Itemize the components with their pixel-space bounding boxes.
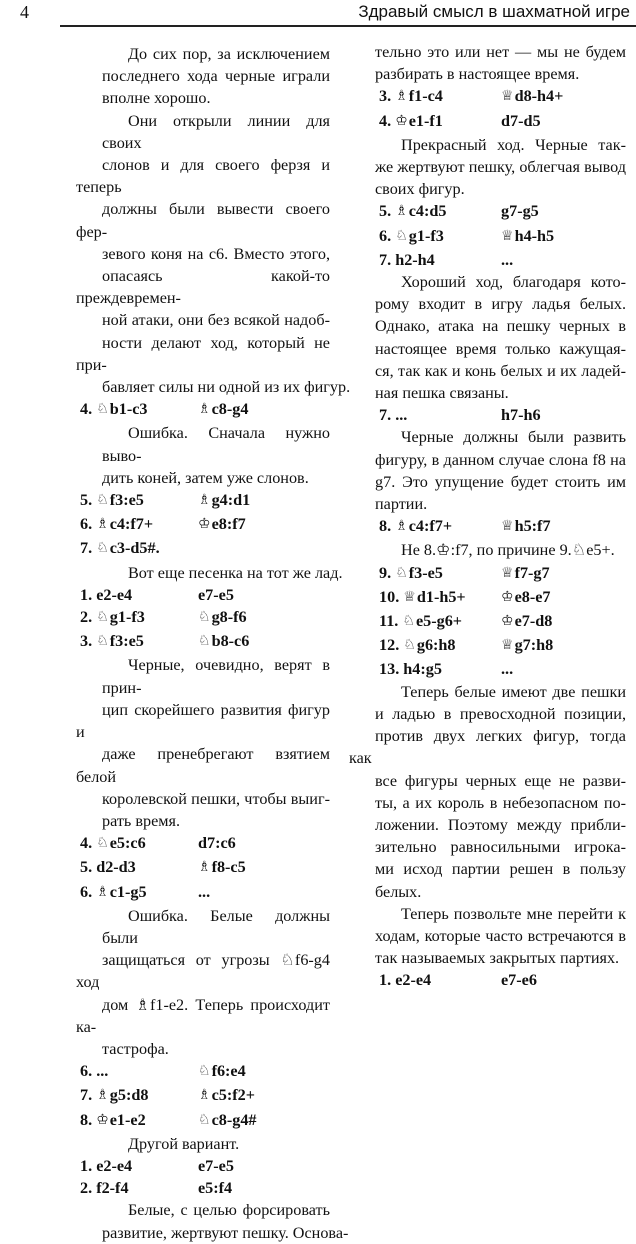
black-move (198, 398, 248, 422)
move-line (349, 610, 626, 634)
black-move-text: e7-e5 (198, 585, 234, 604)
text-line: ты, а их король в небезопасном по- (375, 793, 626, 812)
white-move-number: 5. d2-d3 (80, 858, 136, 877)
white-move-text: f3:e5 (109, 632, 144, 651)
white-move-text: e5:c6 (109, 834, 146, 853)
text-line: партии. (375, 495, 428, 514)
move-line (76, 630, 330, 654)
paragraph (76, 110, 351, 399)
white-move (379, 969, 501, 991)
white-piece-icon: ♘ (96, 634, 109, 650)
white-piece-icon: ♗ (395, 519, 408, 535)
white-move-number: 6. (80, 515, 97, 534)
white-move (80, 513, 198, 537)
black-piece-icon: ♕ (501, 228, 514, 244)
white-piece-icon: ♘ (96, 402, 109, 418)
black-move-text: e8-e7 (514, 587, 551, 606)
black-move (501, 515, 551, 539)
paragraph (349, 903, 626, 970)
white-move-number: 6. (379, 226, 396, 245)
black-move-text: d7-d5 (501, 111, 541, 130)
white-move (80, 832, 198, 856)
move-line (76, 398, 330, 422)
white-piece-icon: ♘ (96, 836, 109, 852)
white-piece-icon: ♘ (403, 638, 416, 654)
black-move-text: ... (501, 250, 514, 269)
black-move-text: e7-d8 (514, 612, 553, 631)
text-line: и ладью в превосходной позиции, (375, 704, 626, 723)
black-move (198, 513, 246, 537)
text-line: Теперь позвольте мне перейти к (401, 904, 626, 923)
white-move-text: g1-f3 (109, 608, 145, 627)
black-move-text: c8-g4 (211, 400, 249, 419)
black-move-text: g8-f6 (211, 608, 247, 627)
white-move-text: f1-c4 (408, 87, 443, 106)
black-move (198, 856, 246, 880)
white-move-number: 1. e2-e4 (379, 971, 432, 990)
move-line (76, 1109, 330, 1133)
text-line: фигуру, в данном случае слона f8 на (375, 450, 626, 469)
paragraph (349, 41, 626, 85)
black-move (501, 200, 539, 224)
black-piece-icon: ♕ (501, 565, 514, 581)
page-number: 4 (20, 2, 29, 22)
page-header (0, 0, 636, 26)
white-move-text: b1-c3 (109, 400, 148, 419)
move-line (76, 832, 330, 856)
move-line (76, 1177, 330, 1199)
move-line (349, 515, 626, 539)
white-move-number: 1. e2-e4 (80, 1156, 133, 1175)
paragraph (76, 562, 343, 584)
move-line (76, 489, 330, 513)
text-line: королевской пешки, чтобы выиг- (102, 789, 330, 808)
text-line: защищаться от угрозы ♘f6-g4 ход (76, 951, 330, 992)
text-line: ная пешка связаны. (375, 384, 509, 403)
white-move (379, 586, 501, 610)
move-line (349, 200, 626, 224)
white-move-text: g6:h8 (416, 636, 456, 655)
black-move-text: e7-e6 (501, 971, 537, 990)
paragraph (349, 539, 626, 561)
text-line: Другой вариант. (128, 1134, 240, 1153)
white-move (379, 634, 501, 658)
black-piece-icon: ♔ (501, 589, 514, 605)
text-line: цип скорейшего развития фигур и (76, 700, 330, 742)
white-move (379, 249, 501, 271)
white-move-number: 5. (379, 202, 396, 221)
text-line: даже пренебрегают взятием белой (76, 745, 330, 786)
text-line: опасаясь какой-то преждевремен- (76, 267, 330, 308)
black-piece-icon: ♕ (501, 89, 514, 105)
black-move-text: ... (198, 882, 211, 901)
running-title: Здравый смысл в шахматной игре (358, 2, 630, 21)
black-move-text: b8-c6 (211, 632, 250, 651)
move-line (349, 586, 626, 610)
white-move-text: d1-h5+ (416, 587, 466, 606)
white-move-number: 7. (80, 539, 97, 558)
black-move-text: c8-g4# (211, 1110, 257, 1129)
text-line: ся, так как и конь белых и их ладей- (375, 361, 626, 380)
black-piece-icon: ♕ (501, 519, 514, 535)
white-move (80, 630, 198, 654)
white-piece-icon: ♘ (402, 614, 415, 630)
white-move-number: 10. (379, 587, 404, 606)
text-line: Черные должны были развить (401, 428, 626, 447)
black-move-text: f8-c5 (211, 858, 246, 877)
black-piece-icon: ♗ (198, 1088, 211, 1104)
white-move-number: 4. (80, 400, 97, 419)
black-move-text: h4-h5 (514, 226, 555, 245)
black-piece-icon: ♗ (198, 402, 211, 418)
white-move-number: 5. (80, 491, 97, 510)
move-line (349, 969, 626, 991)
move-line (76, 537, 330, 561)
white-move (80, 584, 198, 606)
move-line (76, 881, 330, 905)
white-move-text: f3:e5 (109, 491, 144, 510)
text-line: дить коней, затем уже слонов. (102, 468, 309, 487)
paragraph (349, 134, 626, 201)
black-move-text: h7-h6 (501, 406, 541, 425)
white-move-number: 6. ... (80, 1062, 109, 1081)
white-piece-icon: ♔ (395, 113, 408, 129)
text-line: ложении. Поэтому между прибли- (375, 815, 626, 834)
text-line: Хороший ход, благодаря кото- (401, 273, 626, 292)
text-line: должны были вывести своего фер- (76, 200, 330, 241)
paragraph (76, 43, 330, 110)
black-move-text: d8-h4+ (514, 87, 564, 106)
text-line: Они открыли линии для своих (102, 111, 330, 152)
black-move-text: h5:f7 (514, 517, 551, 536)
paragraph (76, 1199, 349, 1243)
text-line: Однако, атака на пешку черных в (375, 317, 626, 336)
text-line: все фигуры черных еще не разви- (375, 771, 626, 790)
paragraph (349, 271, 626, 404)
black-move (198, 1060, 246, 1084)
white-move-number: 12. (379, 636, 404, 655)
text-line: Ошибка. Белые должны были (102, 906, 330, 947)
black-move (198, 1155, 234, 1177)
white-piece-icon: ♘ (395, 565, 408, 581)
white-piece-icon: ♗ (395, 89, 408, 105)
paragraph (349, 426, 626, 515)
move-line (76, 1155, 330, 1177)
move-line (76, 1084, 330, 1108)
black-move (501, 85, 563, 109)
black-move (501, 562, 550, 586)
black-move-text: g7-g5 (501, 202, 539, 221)
white-move-number: 9. (379, 563, 396, 582)
black-piece-icon: ♔ (198, 517, 211, 533)
white-move (379, 658, 501, 680)
black-move (198, 606, 247, 630)
text-line: ходам, которые часто встречаются в (375, 926, 626, 945)
right-column (349, 41, 626, 992)
white-move (80, 856, 198, 880)
white-move-number: 4. (379, 111, 396, 130)
black-move (501, 610, 552, 634)
white-move (80, 537, 198, 561)
white-piece-icon: ♗ (96, 517, 109, 533)
text-line: последнего хода черные играли (102, 67, 330, 86)
text-line: настоящее время только кажущая- (375, 339, 626, 358)
white-piece-icon: ♘ (96, 541, 109, 557)
white-move-number: 8. (80, 1110, 97, 1129)
black-move-text: f7-g7 (514, 563, 550, 582)
move-line (349, 562, 626, 586)
text-line: против двух легких фигур, тогда как (349, 727, 626, 768)
move-line (76, 584, 330, 606)
text-line: тельно это или нет — мы не будем (375, 43, 626, 61)
paragraph (349, 681, 626, 903)
white-move-number: 3. (80, 632, 97, 651)
white-move-number: 1. e2-e4 (80, 585, 133, 604)
text-line: зительно равносильными игрока- (375, 838, 626, 857)
white-move-number: 3. (379, 87, 396, 106)
text-line: же жертвуют пешку, облегчая вывод (375, 158, 626, 177)
white-move-number: 6. (80, 882, 97, 901)
white-move (379, 85, 501, 109)
white-move-number: 2. f2-f4 (80, 1179, 129, 1198)
white-move (379, 515, 501, 539)
paragraph (76, 654, 330, 832)
move-line (349, 85, 626, 109)
black-move (198, 881, 210, 905)
black-piece-icon: ♘ (198, 634, 211, 650)
move-line (76, 513, 330, 537)
move-line (76, 856, 330, 880)
paragraph (76, 422, 330, 489)
black-move (501, 586, 551, 610)
black-move (501, 404, 541, 426)
white-move-text: g5:d8 (109, 1086, 149, 1105)
black-move-text: c5:f2+ (211, 1086, 255, 1105)
move-line (349, 249, 626, 271)
text-line: бавляет силы ни одной из их фигур. (102, 378, 351, 397)
white-move-text: f3-e5 (408, 563, 443, 582)
white-move (80, 1060, 198, 1084)
white-move (379, 110, 501, 134)
white-move-text: e1-f1 (408, 111, 443, 130)
paragraph (76, 1133, 330, 1155)
black-move-text: f6:e4 (211, 1062, 246, 1081)
white-move-number: 4. (80, 834, 97, 853)
white-piece-icon: ♗ (395, 204, 408, 220)
white-move (379, 404, 501, 426)
white-move-text: c4:f7+ (109, 515, 154, 534)
move-line (349, 658, 626, 680)
black-move (198, 1109, 257, 1133)
black-move (501, 658, 513, 680)
black-piece-icon: ♗ (198, 493, 211, 509)
white-move-number: 13. h4:g5 (379, 660, 442, 679)
white-move (80, 881, 198, 905)
black-move (198, 1084, 255, 1108)
white-move-number: 8. (379, 517, 396, 536)
white-move-text: g1-f3 (408, 226, 444, 245)
white-move (80, 398, 198, 422)
text-line: своих фигур. (375, 180, 465, 199)
text-line: ной атаки, они без всякой надоб- (102, 311, 330, 330)
text-line: Ошибка. Сначала нужно выво- (102, 424, 330, 465)
text-line: рому входит в игру ладья белых. (375, 295, 626, 314)
black-piece-icon: ♗ (198, 860, 211, 876)
text-line: g7. Это упущение будет стоить им (375, 472, 626, 491)
black-move-text: e5:f4 (198, 1179, 233, 1198)
text-line: вполне хорошо. (102, 89, 211, 108)
header-rule (60, 25, 636, 27)
white-move-text: c4:f7+ (408, 517, 453, 536)
black-move-text: ... (501, 660, 514, 679)
white-move (80, 1177, 198, 1199)
black-move-text: d7:c6 (198, 834, 236, 853)
text-line: Теперь белые имеют две пешки (401, 682, 626, 701)
black-piece-icon: ♕ (501, 638, 514, 654)
text-line: Черные, очевидно, верят в прин- (102, 656, 330, 697)
white-move (80, 1109, 198, 1133)
text-line: белых. (375, 882, 422, 901)
white-move (80, 1155, 198, 1177)
text-line: рать время. (102, 811, 181, 830)
text-line: Прекрасный ход. Черные так- (401, 135, 626, 154)
text-line: слонов и для своего ферзя и теперь (76, 156, 330, 197)
text-line: развитие, жертвуют пешку. Основа- (102, 1223, 349, 1242)
black-move (198, 489, 250, 513)
black-piece-icon: ♘ (198, 1064, 211, 1080)
black-move-text: e7-e5 (198, 1156, 234, 1175)
white-move-number: 11. (379, 612, 403, 631)
white-piece-icon: ♘ (96, 610, 109, 626)
white-move-number: 7. h2-h4 (379, 250, 435, 269)
white-move-text: c3-d5#. (109, 539, 160, 558)
move-line (76, 606, 330, 630)
white-move (379, 225, 501, 249)
text-line: разбирать в настоящее время. (375, 65, 580, 84)
black-move (198, 1177, 232, 1199)
move-line (76, 1060, 330, 1084)
text-line: До сих пор, за исключением (128, 45, 330, 63)
black-piece-icon: ♘ (198, 610, 211, 626)
white-piece-icon: ♗ (96, 1088, 109, 1104)
white-piece-icon: ♘ (395, 228, 408, 244)
black-move-text: g7:h8 (514, 636, 554, 655)
white-move (80, 1084, 198, 1108)
black-piece-icon: ♔ (501, 614, 514, 630)
black-move-text: g4:d1 (211, 491, 251, 510)
white-move (80, 489, 198, 513)
move-line (349, 225, 626, 249)
paragraph (76, 905, 330, 1060)
text-line: Вот еще песенка на тот же лад. (128, 563, 343, 582)
white-move-text: e1-e2 (109, 1110, 146, 1129)
white-piece-icon: ♗ (96, 884, 109, 900)
text-line: Белые, с целью форсировать (128, 1201, 330, 1220)
move-line (349, 634, 626, 658)
white-piece-icon: ♔ (96, 1112, 109, 1128)
white-move-text: c4:d5 (408, 202, 447, 221)
black-move (198, 832, 236, 856)
text-line: зевого коня на с6. Вместо этого, (102, 244, 330, 263)
text-line: ности делают ход, который не при- (76, 333, 330, 374)
white-move (379, 562, 501, 586)
black-move (501, 634, 553, 658)
black-piece-icon: ♘ (198, 1112, 211, 1128)
black-move-text: e8:f7 (211, 515, 246, 534)
black-move (501, 110, 541, 134)
white-piece-icon: ♘ (96, 493, 109, 509)
move-line (349, 110, 626, 134)
black-move (501, 249, 513, 271)
white-move-number: 2. (80, 608, 97, 627)
white-piece-icon: ♕ (403, 589, 416, 605)
black-move (198, 630, 249, 654)
black-move (501, 225, 554, 249)
white-move-text: e5-g6+ (415, 612, 463, 631)
black-move (501, 969, 537, 991)
white-move-number: 7. ... (379, 406, 408, 425)
white-move-text: c1-g5 (109, 882, 147, 901)
white-move (379, 610, 501, 634)
black-move (198, 584, 234, 606)
white-move (379, 200, 501, 224)
text-line: дом ♗f1-e2. Теперь происходит ка- (76, 995, 330, 1036)
text-line: ми исход партии решен в пользу (375, 860, 626, 879)
move-line (349, 404, 626, 426)
text-line: так называемых закрытых партиях. (375, 949, 620, 968)
text-line: тастрофа. (102, 1039, 169, 1058)
white-move (80, 606, 198, 630)
left-column (76, 43, 351, 1244)
text-line: Не 8.♔:f7, по причине 9.♘e5+. (401, 541, 615, 560)
white-move-number: 7. (80, 1086, 97, 1105)
